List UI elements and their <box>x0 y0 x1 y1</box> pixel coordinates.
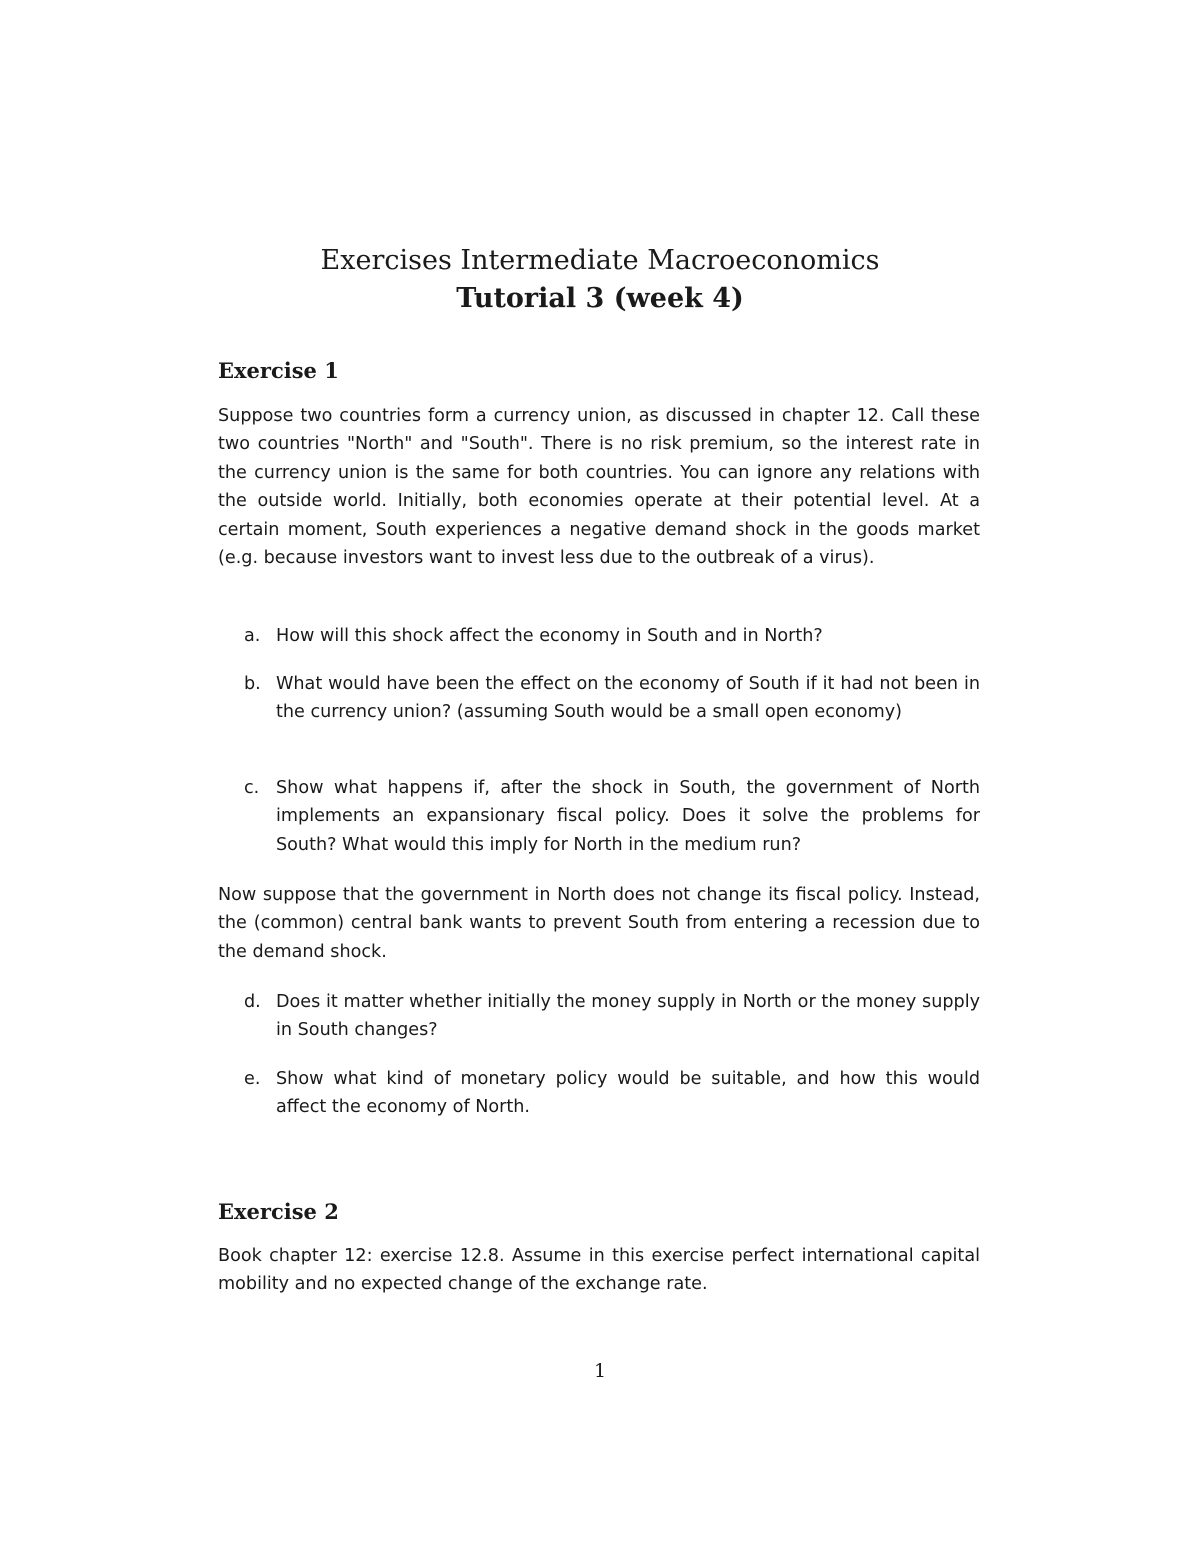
list-item-a <box>218 622 980 650</box>
list-item-d <box>218 988 980 1045</box>
list-item-text: Does it matter whether initially the money supply in North or the money supply in South changes? <box>276 992 980 1041</box>
list-marker: a. <box>244 626 261 646</box>
exercise-2-heading: Exercise 2 <box>218 1199 339 1224</box>
list-item-text: How will this shock affect the economy in South and in North? <box>276 626 823 646</box>
list-marker: d. <box>244 992 261 1012</box>
list-item-text: What would have been the effect on the economy of South if it had not been in the currency union? (assuming South would be a small open economy) <box>276 674 980 723</box>
document-subtitle: Tutorial 3 (week 4) <box>456 283 744 314</box>
list-marker: c. <box>244 778 260 798</box>
list-item-b <box>218 670 980 727</box>
exercise-1-intro: Suppose two countries form a currency union, as discussed in chapter 12. Call these two countries "North" and "South". There is no risk premium, so the interest rate in the currency union is the same for both countries. You can ignore any relations with the outside world. Initially, both economies operate at their potential level. At a certain moment, South experiences a negative demand shock in the goods market (e.g. because investors want to invest less due to the outbreak of a virus). <box>218 406 980 569</box>
list-item-c <box>218 774 980 859</box>
list-item-text: Show what kind of monetary policy would be suitable, and how this would affect the economy of North. <box>276 1069 980 1118</box>
page-number: 1 <box>593 1360 607 1382</box>
exercise-1-middle: Now suppose that the government in North does not change its fiscal policy. Instead, the (common) central bank wants to prevent South from entering a recession due to the demand shock. <box>218 885 980 962</box>
exercise-2-text: Book chapter 12: exercise 12.8. Assume in this exercise perfect international capital mobility and no expected change of the exchange rate. <box>218 1246 980 1295</box>
list-marker: b. <box>244 674 261 694</box>
list-marker: e. <box>244 1069 261 1089</box>
list-item-e <box>218 1065 980 1122</box>
document-title: Exercises Intermediate Macroeconomics <box>320 245 880 276</box>
exercise-1-heading: Exercise 1 <box>218 358 339 383</box>
list-item-text: Show what happens if, after the shock in South, the government of North implements an expansionary fiscal policy. Does it solve the problems for South? What would this imply for North in the medium run? <box>276 778 980 855</box>
